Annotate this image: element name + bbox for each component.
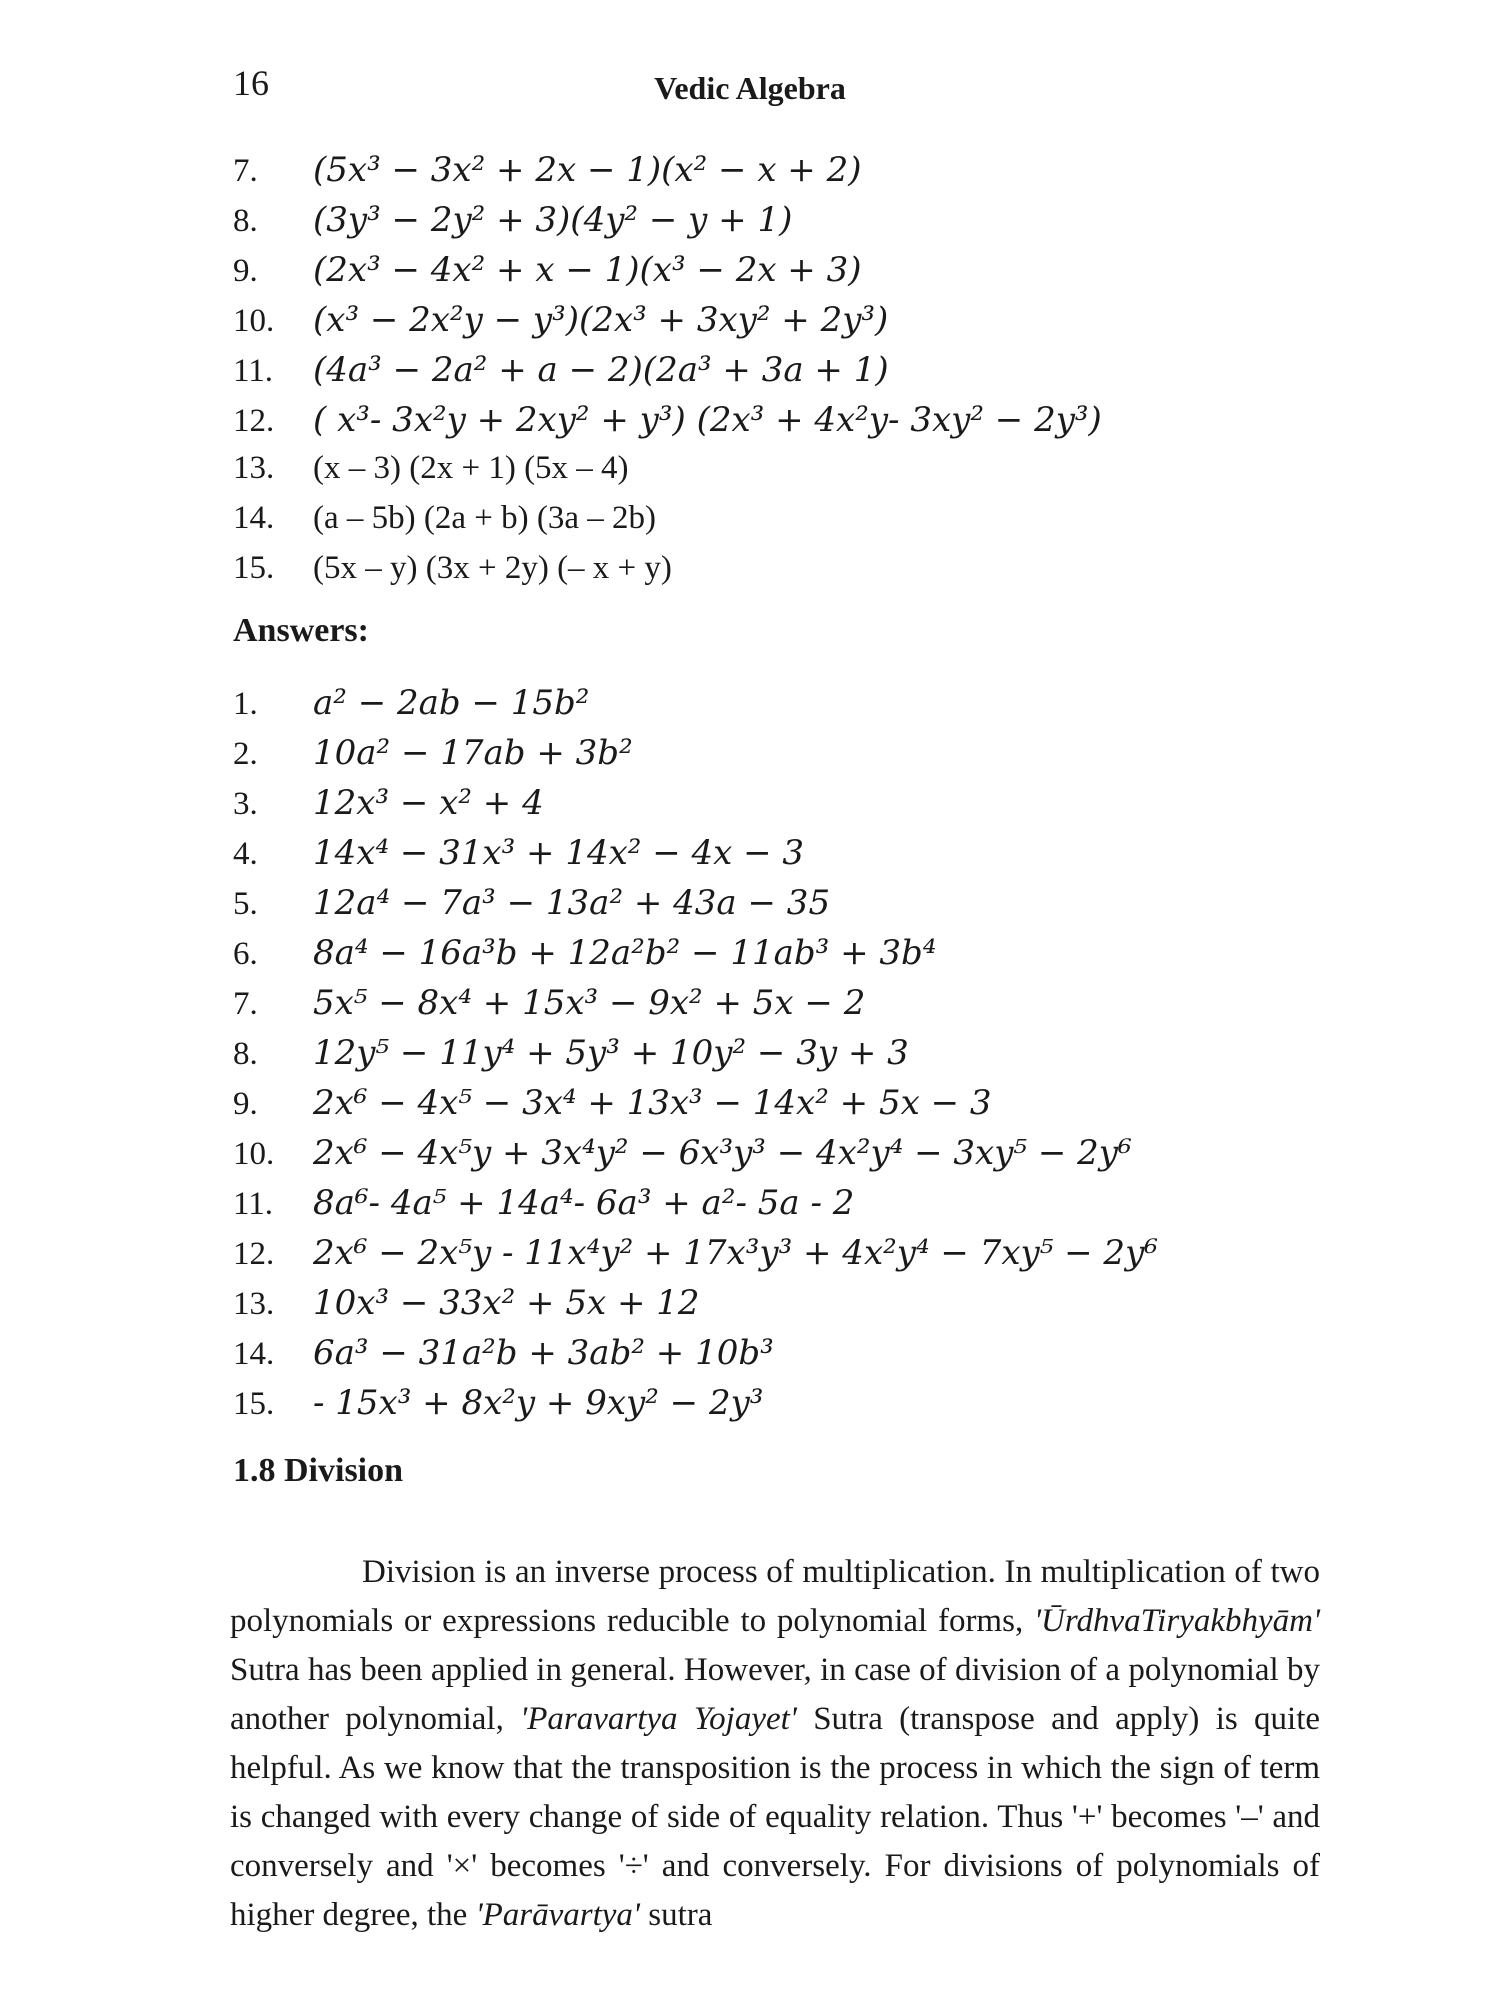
- answer-expression: 8a⁴ − 16a³b + 12a²b² − 11ab³ + 3b⁴: [313, 933, 937, 973]
- page-number: 16: [233, 63, 269, 103]
- exercise-item: [233, 500, 656, 540]
- answer-expression: 14x⁴ − 31x³ + 14x² − 4x − 3: [313, 833, 805, 873]
- exercise-item: [233, 350, 889, 390]
- answer-expression: 2x⁶ − 2x⁵y - 11x⁴y² + 17x³y³ + 4x²y⁴ − 7xy⁵ − 2y⁶: [313, 1233, 1158, 1273]
- sutra-name: 'ŪrdhvaTiryakbhyām': [1033, 1603, 1320, 1639]
- answer-expression: 12y⁵ − 11y⁴ + 5y³ + 10y² − 3y + 3: [313, 1033, 909, 1073]
- answer-number: 6.: [233, 936, 258, 972]
- answer-item: [233, 833, 804, 873]
- exercise-item: [233, 200, 792, 240]
- answer-item: [233, 1033, 909, 1073]
- answer-expression: 2x⁶ − 4x⁵ − 3x⁴ + 13x³ − 14x² + 5x − 3: [313, 1083, 992, 1123]
- exercise-expression: (5x – y) (3x + 2y) (– x + y): [313, 550, 672, 586]
- answer-item: [233, 783, 544, 823]
- exercise-item: [233, 550, 672, 590]
- exercise-item: [233, 450, 629, 490]
- answer-number: 14.: [233, 1336, 275, 1372]
- answer-number: 10.: [233, 1136, 275, 1172]
- answer-number: 1.: [233, 686, 258, 722]
- answer-number: 7.: [233, 986, 258, 1022]
- answer-number: 13.: [233, 1286, 275, 1322]
- sutra-name: 'Parāvartya': [475, 1897, 640, 1933]
- answer-expression: - 15x³ + 8x²y + 9xy² − 2y³: [313, 1383, 764, 1423]
- answer-item: [233, 1383, 763, 1423]
- answer-item: [233, 1283, 700, 1323]
- answer-number: 15.: [233, 1386, 275, 1422]
- answer-expression: 6a³ − 31a²b + 3ab² + 10b³: [313, 1333, 774, 1373]
- answer-number: 9.: [233, 1086, 258, 1122]
- paragraph-text: Sutra has been applied in general. However, in case of division of a polynomial by another polynomial,: [230, 1652, 1320, 1737]
- exercise-item: [233, 400, 1102, 440]
- exercise-expression: (a – 5b) (2a + b) (3a – 2b): [313, 500, 656, 536]
- paragraph-text: sutra: [639, 1897, 713, 1933]
- paragraph-text: Division is an inverse process of multiplication. In multiplication of two polynomials or expressions reducible to polynomial forms,: [230, 1554, 1320, 1639]
- exercise-item: [233, 150, 862, 190]
- answer-number: 5.: [233, 886, 258, 922]
- answer-item: [233, 1083, 992, 1123]
- answer-expression: 12a⁴ − 7a³ − 13a² + 43a − 35: [313, 883, 831, 923]
- answer-number: 3.: [233, 786, 258, 822]
- answer-item: [233, 983, 865, 1023]
- answer-expression: 10a² − 17ab + 3b²: [313, 733, 633, 773]
- paragraph-text: Sutra (transpose and apply) is quite helpful. As we know that the transposition is the process in which the sign of term is changed with every change of side of equality relation. Thus '+' becomes '–' and conversely and '×' becomes '÷' and conversely. For divisions of polynomials of higher degree, the: [230, 1701, 1321, 1933]
- answer-number: 8.: [233, 1036, 258, 1072]
- exercise-item: [233, 250, 862, 290]
- answer-item: [233, 1333, 774, 1373]
- body-paragraph: [230, 1548, 1320, 1940]
- answer-item: [233, 883, 830, 923]
- answer-expression: 2x⁶ − 4x⁵y + 3x⁴y² − 6x³y³ − 4x²y⁴ − 3xy⁵ − 2y⁶: [313, 1133, 1132, 1173]
- exercise-number: 9.: [233, 253, 258, 289]
- answer-item: [233, 933, 936, 973]
- answer-expression: 5x⁵ − 8x⁴ + 15x³ − 9x² + 5x − 2: [313, 983, 866, 1023]
- exercise-number: 7.: [233, 153, 258, 189]
- exercise-expression: (5x³ − 3x² + 2x − 1)(x² − x + 2): [313, 150, 862, 190]
- answer-expression: 8a⁶- 4a⁵ + 14a⁴- 6a³ + a²- 5a - 2: [313, 1183, 855, 1223]
- sutra-name: 'Paravartya Yojayet': [520, 1701, 797, 1737]
- answer-expression: a² − 2ab − 15b²: [313, 683, 590, 723]
- exercise-expression: ( x³- 3x²y + 2xy² + y³) (2x³ + 4x²y- 3xy² − 2y³): [313, 400, 1102, 440]
- answer-number: 2.: [233, 736, 258, 772]
- answer-item: [233, 1133, 1132, 1173]
- answer-number: 12.: [233, 1236, 275, 1272]
- answer-expression: 10x³ − 33x² + 5x + 12: [313, 1283, 700, 1323]
- exercise-expression: (4a³ − 2a² + a − 2)(2a³ + 3a + 1): [313, 350, 889, 390]
- answer-item: [233, 1183, 854, 1223]
- exercise-number: 14.: [233, 500, 275, 536]
- answers-heading: Answers:: [233, 612, 369, 649]
- exercise-number: 13.: [233, 450, 275, 486]
- exercise-number: 11.: [233, 353, 274, 389]
- exercise-number: 8.: [233, 203, 258, 239]
- answer-item: [233, 1233, 1158, 1273]
- exercise-expression: (3y³ − 2y² + 3)(4y² − y + 1): [313, 200, 793, 240]
- answer-item: [233, 733, 633, 773]
- exercise-expression: (x³ − 2x²y − y³)(2x³ + 3xy² + 2y³): [313, 300, 889, 340]
- answer-item: [233, 683, 589, 723]
- exercise-number: 12.: [233, 403, 275, 439]
- answer-expression: 12x³ − x² + 4: [313, 783, 544, 823]
- exercise-item: [233, 300, 888, 340]
- answer-number: 11.: [233, 1186, 274, 1222]
- exercise-number: 15.: [233, 550, 275, 586]
- running-header: Vedic Algebra: [654, 70, 846, 106]
- exercise-number: 10.: [233, 303, 275, 339]
- exercise-expression: (x – 3) (2x + 1) (5x – 4): [313, 450, 629, 486]
- section-heading: 1.8 Division: [233, 1452, 404, 1489]
- answer-number: 4.: [233, 836, 258, 872]
- exercise-expression: (2x³ − 4x² + x − 1)(x³ − 2x + 3): [313, 250, 862, 290]
